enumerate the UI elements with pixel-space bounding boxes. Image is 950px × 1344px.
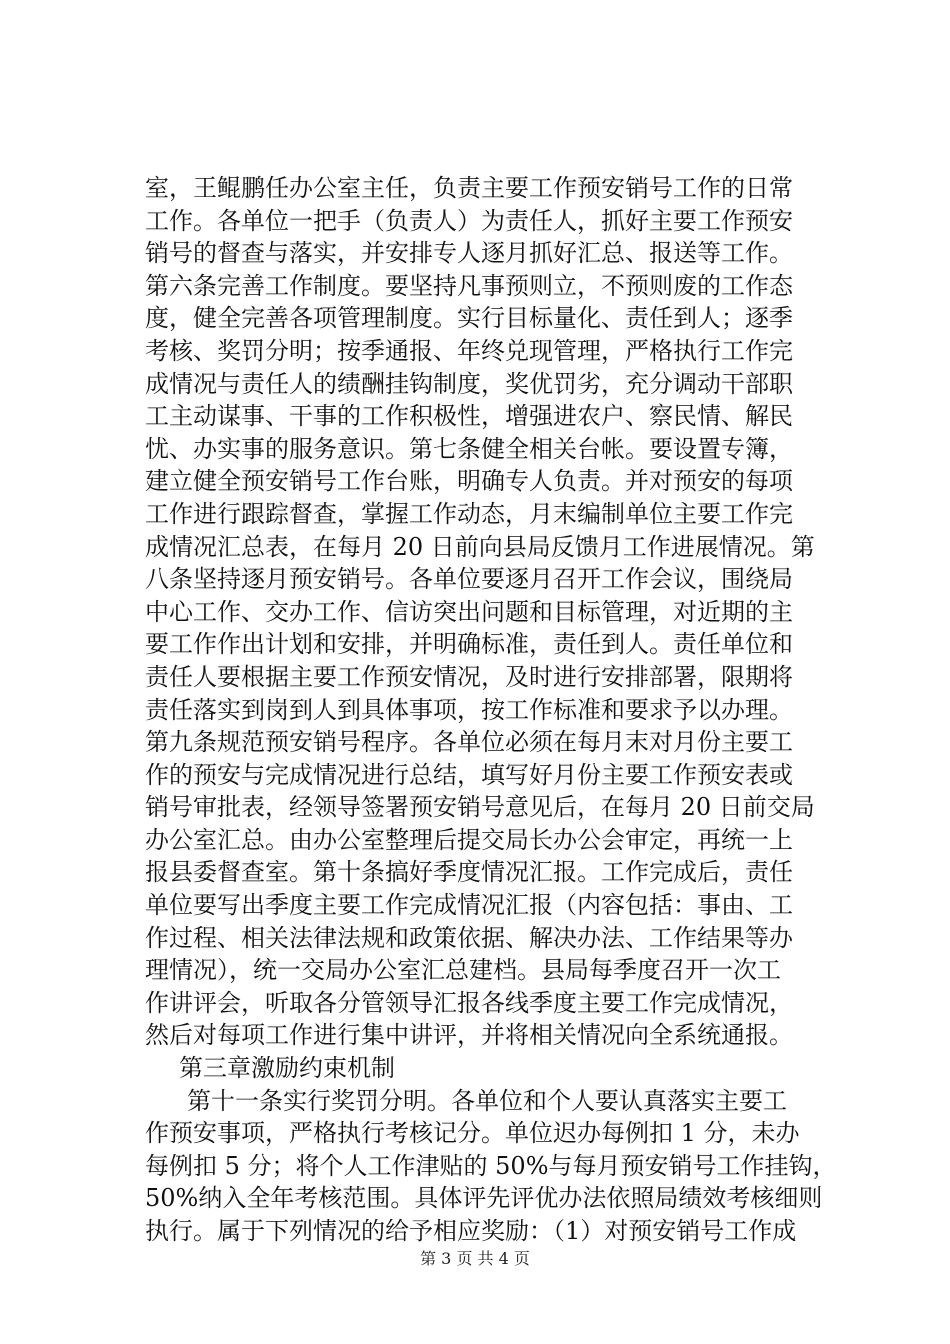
- page-number: 第 3 页 共 4 页: [420, 1249, 530, 1268]
- text-line: 责任落实到岗到人到具体事项，按工作标准和要求予以办理。: [145, 695, 793, 724]
- text-line: 工作进行跟踪督查，掌握工作动态，月末编制单位主要工作完: [145, 499, 793, 528]
- text-line: 销号的督查与落实，并安排专人逐月抓好汇总、报送等工作。: [145, 239, 793, 268]
- text-line: 工作。各单位一把手（负责人）为责任人，抓好主要工作预安: [145, 206, 793, 235]
- text-line: 作过程、相关法律法规和政策依据、解决办法、工作结果等办: [145, 923, 793, 952]
- text-line: 执行。属于下列情况的给予相应奖励：（1）对预安销号工作成: [145, 1217, 797, 1245]
- text-line: 工主动谋事、干事的工作积极性，增强进农户、察民情、解民: [145, 402, 793, 431]
- text-line: 度，健全完善各项管理制度。实行目标量化、责任到人；逐季: [145, 304, 793, 333]
- text-line: 考核、奖罚分明；按季通报、年终兑现管理，严格执行工作完: [145, 336, 793, 365]
- text-line: 作预安事项，严格执行考核记分。单位迟办每例扣 1 分，未办: [145, 1119, 800, 1148]
- text-line: 忧、办实事的服务意识。第七条健全相关台帐。要设置专簿，: [145, 434, 793, 463]
- text-line: 第六条完善工作制度。要坚持凡事预则立，不预则废的工作态: [145, 271, 793, 300]
- text-line: 办公室汇总。由办公室整理后提交局长办公会审定，再统一上: [145, 825, 793, 854]
- text-line: 第九条规范预安销号程序。各单位必须在每月末对月份主要工: [145, 728, 793, 757]
- text-line: 第十一条实行奖罚分明。各单位和个人要认真落实主要工: [187, 1086, 787, 1115]
- text-line: 作讲评会，听取各分管领导汇报各线季度主要工作完成情况，: [145, 988, 793, 1017]
- text-line: 理情况），统一交局办公室汇总建档。县局每季度召开一次工: [145, 956, 781, 985]
- text-line: 中心工作、交办工作、信访突出问题和目标管理，对近期的主: [145, 597, 793, 626]
- text-line: 要工作作出计划和安排，并明确标准，责任到人。责任单位和: [145, 630, 793, 659]
- text-line: 八条坚持逐月预安销号。各单位要逐月召开工作会议，围绕局: [145, 565, 793, 594]
- text-line: 责任人要根据主要工作预安情况，及时进行安排部署，限期将: [145, 662, 793, 691]
- text-line: 单位要写出季度主要工作完成情况汇报（内容包括：事由、工: [145, 891, 793, 920]
- text-line: 每例扣 5 分；将个人工作津贴的 50%与每月预安销号工作挂钩，: [145, 1151, 837, 1180]
- text-line: 作的预安与完成情况进行总结，填写好月份主要工作预安表或: [145, 760, 793, 789]
- text-line: 然后对每项工作进行集中讲评，并将相关情况向全系统通报。: [145, 1021, 793, 1050]
- chapter-heading: 第三章激励约束机制: [179, 1054, 395, 1083]
- text-line: 报县委督查室。第十条搞好季度情况汇报。工作完成后，责任: [145, 858, 793, 887]
- text-line: 建立健全预安销号工作台账，明确专人负责。并对预安的每项: [145, 467, 793, 496]
- document-body: [145, 172, 845, 1248]
- text-line: 成情况与责任人的绩酬挂钩制度，奖优罚劣，充分调动干部职: [145, 369, 793, 398]
- text-line: 成情况汇总表，在每月 20 日前向县局反馈月工作进展情况。第: [145, 532, 815, 561]
- text-line: 50%纳入全年考核范围。具体评先评优办法依照局绩效考核细则: [145, 1184, 823, 1213]
- text-line: 室，王鲲鹏任办公室主任，负责主要工作预安销号工作的日常: [145, 174, 793, 202]
- text-line: 销号审批表，经领导签署预安销号意见后，在每月 20 日前交局: [145, 793, 815, 822]
